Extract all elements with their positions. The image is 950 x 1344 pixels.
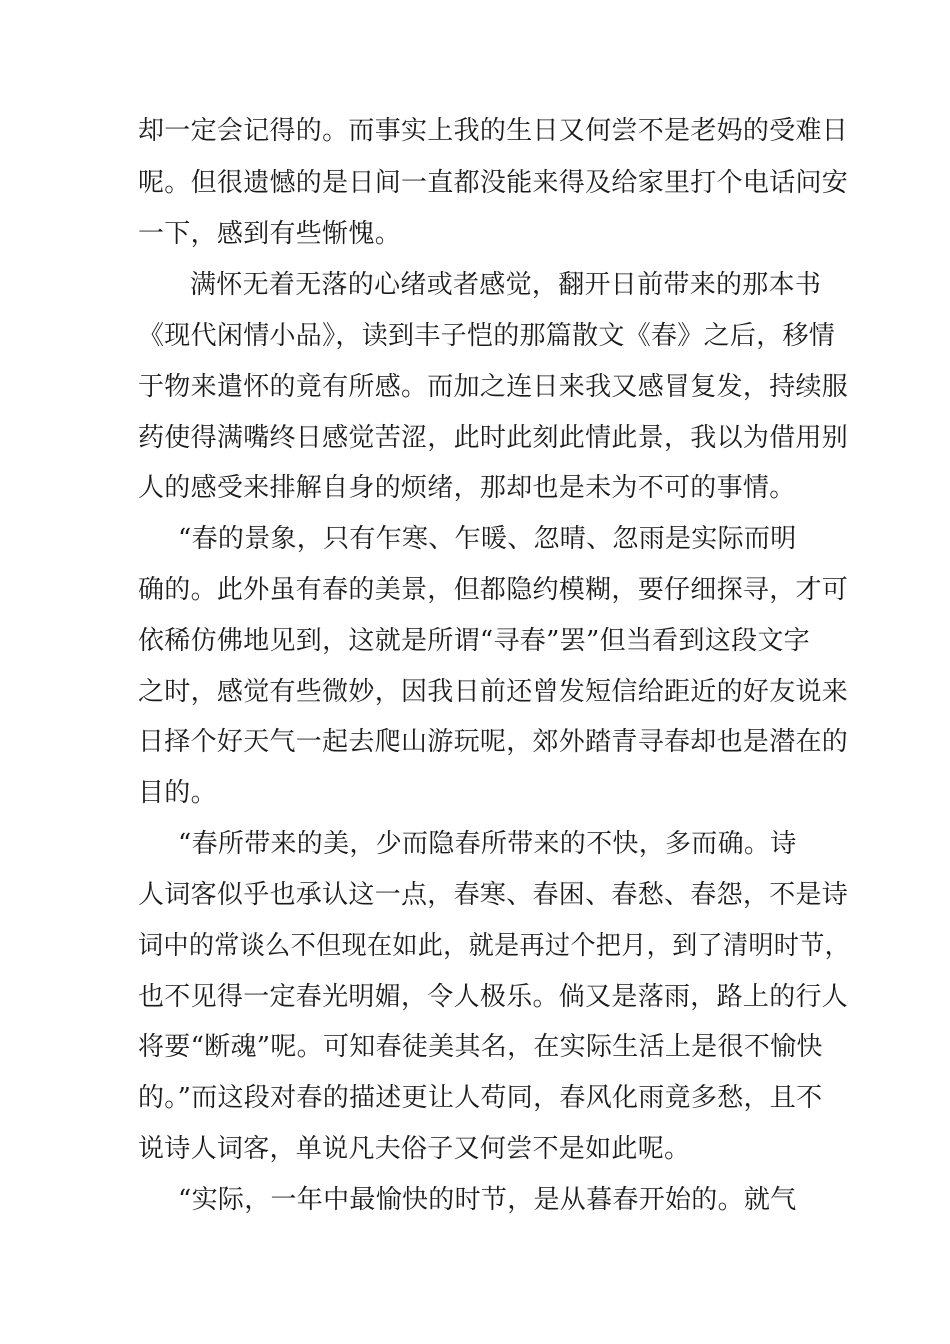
text-line: 确的。此外虽有春的美景，但都隐约模糊，要仔细探寻，才可	[138, 575, 849, 605]
text-line: 将要“断魂”呢。可知春徒美其名，在实际生活上是很不愉快	[138, 1032, 823, 1062]
text-line: 于物来遣怀的竟有所感。而加之连日来我又感冒复发，持续服	[138, 372, 849, 402]
text-line: 之时，感觉有些微妙，因我日前还曾发短信给距近的好友说来	[138, 677, 849, 707]
text-line: 日择个好天气一起去爬山游玩呢，郊外踏青寻春却也是潜在的	[138, 727, 849, 757]
text-line: 药使得满嘴终日感觉苦涩，此时此刻此情此景，我以为借用别	[138, 423, 849, 453]
text-line: 人词客似乎也承认这一点，春寒、春困、春愁、春怨，不是诗	[138, 880, 849, 910]
text-line: 的。”而这段对春的描述更让人苟同，春风化雨竟多愁，且不	[138, 1083, 823, 1113]
text-line: 呢。但很遗憾的是日间一直都没能来得及给家里打个电话问安	[138, 168, 849, 198]
text-line: “春的景象，只有乍寒、乍暖、忽晴、忽雨是实际而明	[178, 524, 797, 554]
text-line: 人的感受来排解自身的烦绪，那却也是未为不可的事情。	[138, 473, 796, 503]
text-line: 一下，感到有些惭愧。	[138, 219, 402, 249]
text-line: 说诗人词客，单说凡夫俗子又何尝不是如此呢。	[138, 1134, 691, 1164]
text-line: 词中的常谈么不但现在如此，就是再过个把月，到了清明时节，	[138, 931, 851, 961]
text-line: 也不见得一定春光明媚，令人极乐。倘又是落雨，路上的行人	[138, 982, 849, 1012]
text-line: 目的。	[138, 778, 217, 808]
text-line: 依稀仿佛地见到，这就是所谓“寻春”罢”但当看到这段文字	[138, 626, 810, 656]
text-line: “实际，一年中最愉快的时节，是从暮春开始的。就气	[178, 1185, 797, 1215]
text-line: 满怀无着无落的心绪或者感觉，翻开日前带来的那本书	[190, 270, 822, 300]
text-line: 《现代闲情小品》，读到丰子恺的那篇散文《春》之后，移情	[138, 321, 836, 351]
text-line: “春所带来的美，少而隐春所带来的不快，多而确。诗	[178, 829, 797, 859]
text-line: 却一定会记得的。而事实上我的生日又何尝不是老妈的受难日	[138, 116, 849, 146]
